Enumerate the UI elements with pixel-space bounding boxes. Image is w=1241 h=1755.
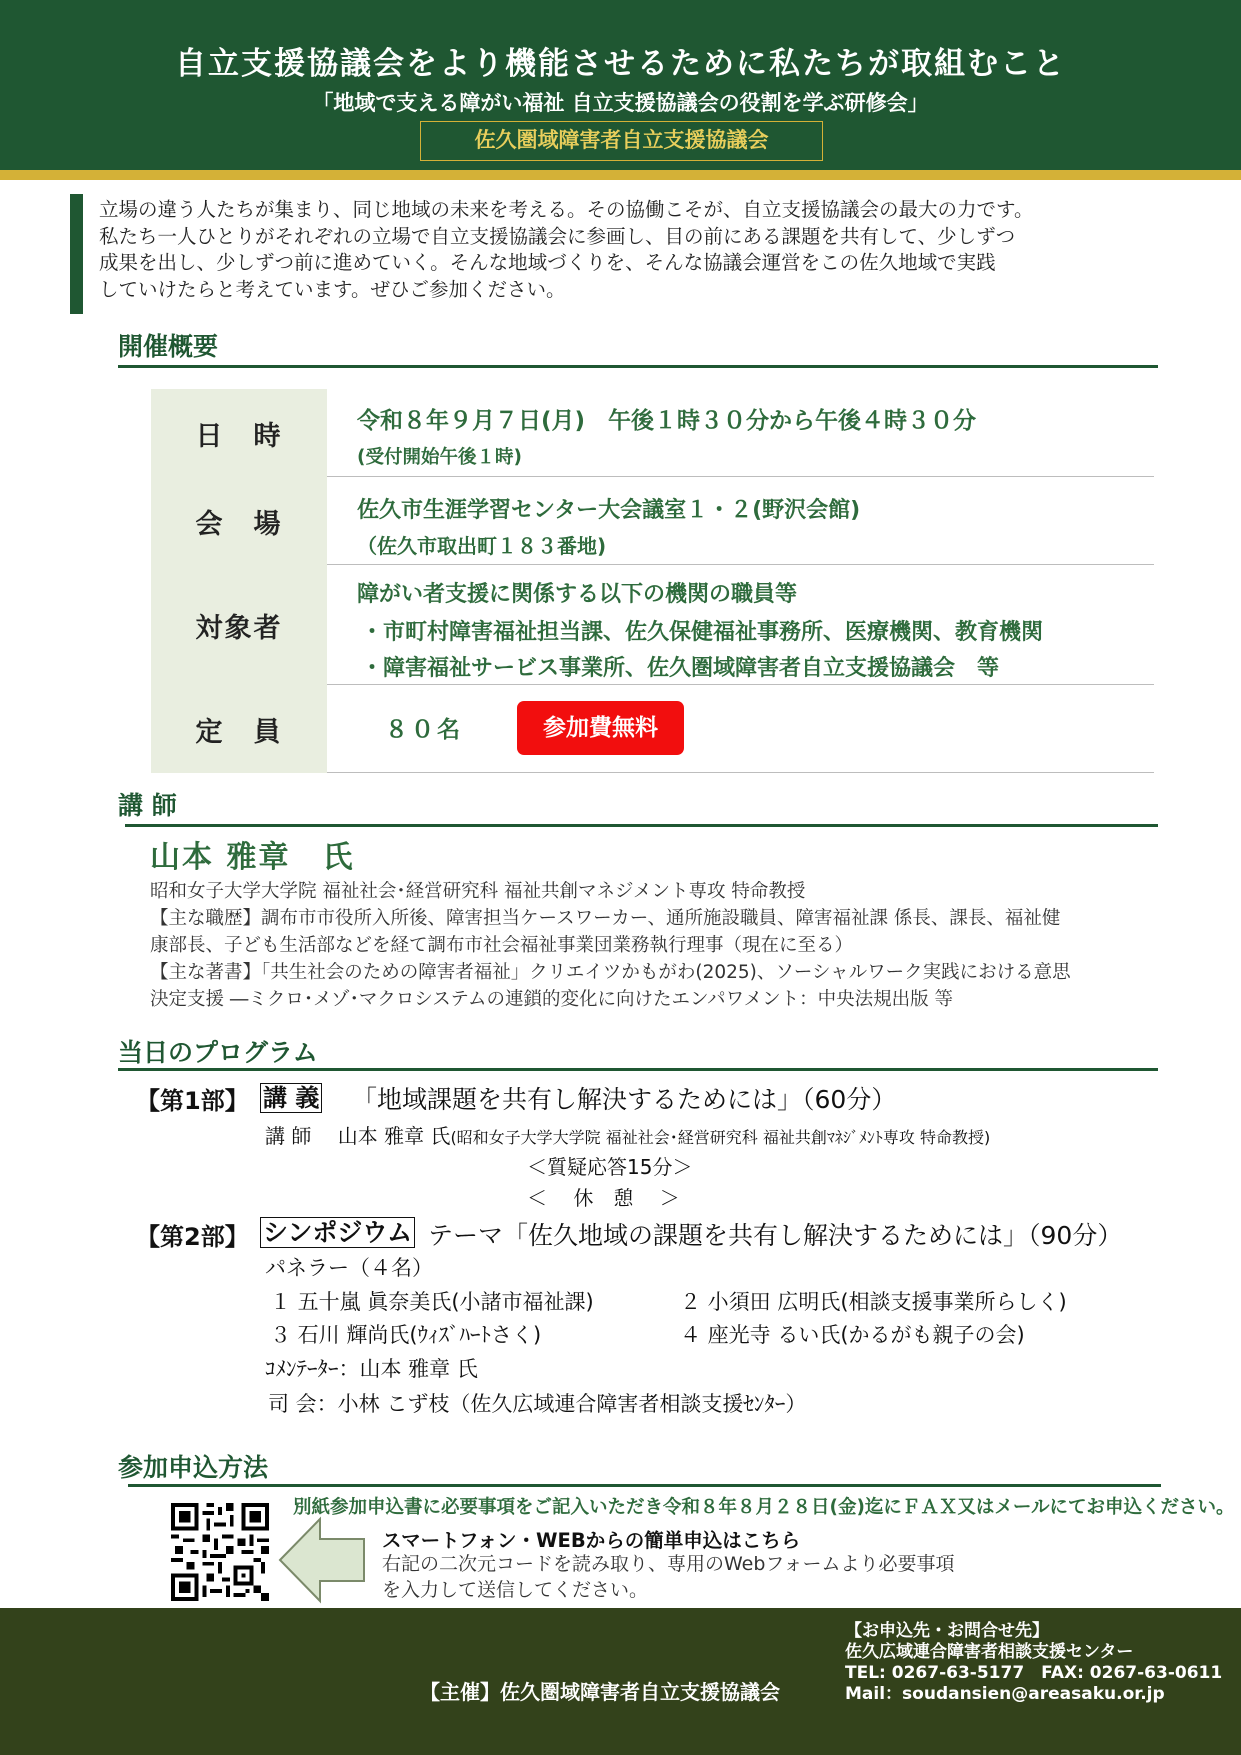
apply-rule <box>128 1484 1161 1487</box>
intro-line: 成果を出し、少しずつ前に進めていく。そんな地域づくりを、そんな協議会運営をこの佐久地域で実践 <box>99 251 996 274</box>
venue-note: （佐久市取出町１８３番地) <box>357 534 607 558</box>
contact-info <box>845 1621 1222 1705</box>
contact-org: 佐久広域連合障害者相談支援センター <box>845 1642 1134 1662</box>
lecturer-detail: 決定支援 ―ミクロ･メゾ･マクロシステムの連鎖的変化に向けたエンパワメント：中央法規出版 等 <box>150 989 954 1010</box>
part1-label: 【第1部】 <box>136 1087 249 1115</box>
intro-line: していけたらと考えています。ぜひご参加ください。 <box>99 277 566 301</box>
panelist: ３ 石川 輝尚氏(ｳｨｽﾞﾊｰﾄさく) <box>270 1323 542 1347</box>
part1-lecturer-affiliation: (昭和女子大学大学院 福祉社会･経営研究科 福祉共創ﾏﾈｼﾞﾒﾝﾄ専攻 特命教授) <box>450 1128 991 1147</box>
lecturer-detail: 康部長、子ども生活部などを経て調布市社会福祉事業団業務執行理事（現在に至る） <box>150 935 854 956</box>
part1-title: 「地域課題を共有し解決するためには」（60分） <box>352 1085 897 1114</box>
venue-label: 会 場 <box>151 477 327 565</box>
venue-value: 佐久市生涯学習センター大会議室１・２(野沢会館) <box>357 498 861 523</box>
qa-note: ＜質疑応答15分＞ <box>527 1155 693 1179</box>
contact-email[interactable]: Mail：soudansien@areasaku.or.jp <box>845 1684 1165 1704</box>
date-note: (受付開始午後１時) <box>357 447 522 468</box>
capacity-value: ８０名 <box>385 717 463 743</box>
intro-accent-bar <box>70 194 83 314</box>
target-line: ・市町村障害福祉担当課、佐久保健福祉事務所、医療機関、教育機関 <box>361 620 1044 645</box>
contact-title: 【お申込先・お問合せ先】 <box>845 1621 1049 1641</box>
part2-type-box: シンポジウム <box>260 1217 415 1248</box>
lecturer-rule <box>125 824 1158 827</box>
program-heading: 当日のプログラム <box>118 1038 318 1067</box>
row-divider <box>327 772 1154 774</box>
moderator: 司 会：小林 こず枝（佐久広域連合障害者相談支援ｾﾝﾀｰ） <box>268 1392 807 1416</box>
target-label: 対象者 <box>151 565 327 685</box>
target-line: 障がい者支援に関係する以下の機関の職員等 <box>357 582 798 607</box>
date-value: 令和８年９月７日(月) 午後１時３０分から午後４時３０分 <box>357 408 977 434</box>
intro-line: 私たち一人ひとりがそれぞれの立場で自立支援協議会に参画し、目の前にある課題を共有して、少しずつ <box>99 224 1016 248</box>
lecturer-detail: 【主な職歴】調布市市役所入所後、障害担当ケースワーカー、通所施設職員、障害福祉課 係長、課長、福祉健 <box>150 908 1061 929</box>
break-note: ＜ 休 憩 ＞ <box>527 1186 680 1210</box>
part1-lecturer <box>265 1120 990 1149</box>
lecturer-heading: 講 師 <box>118 791 177 820</box>
date-label: 日 時 <box>151 389 327 477</box>
lecturer-detail: 昭和女子大学大学院 福祉社会･経営研究科 福祉共創マネジメント専攻 特命教授 <box>150 881 806 902</box>
commentator: ｺﾒﾝﾃｰﾀｰ：山本 雅章 氏 <box>265 1357 478 1381</box>
overview-heading: 開催概要 <box>118 332 219 361</box>
organizer-box: 佐久圏域障害者自立支援協議会 <box>420 121 823 161</box>
overview-rule <box>118 365 1158 368</box>
program-rule <box>118 1068 1158 1071</box>
target-line: ・障害福祉サービス事業所、佐久圏域障害者自立支援協議会 等 <box>361 656 1000 681</box>
part2-title: テーマ「佐久地域の課題を共有し解決するためには」（90分） <box>428 1221 1123 1250</box>
intro-text <box>99 197 1189 303</box>
panelists-heading: パネラー（４名） <box>265 1256 433 1280</box>
part1-type-box: 講 義 <box>260 1083 322 1113</box>
arrow-left-icon <box>278 1515 366 1605</box>
panelist: １ 五十嵐 眞奈美氏(小諸市福祉課) <box>270 1290 594 1314</box>
page-subtitle: 「地域で支える障がい福祉 自立支援協議会の役割を学ぶ研修会」 <box>312 91 929 115</box>
capacity-label: 定 員 <box>151 685 327 773</box>
lecturer-name: 山本 雅章 氏 <box>150 840 355 875</box>
contact-phone: TEL: 0267-63-5177 FAX: 0267-63-0611 <box>845 1663 1223 1683</box>
web-apply-line: 右記の二次元コードを読み取り、専用のWebフォームより必要事項 <box>382 1553 955 1575</box>
web-apply-title: スマートフォン・WEBからの簡単申込はこちら <box>382 1529 801 1552</box>
page-title: 自立支援協議会をより機能させるために私たちが取組むこと <box>175 46 1066 82</box>
host-organizer: 【主催】佐久圏域障害者自立支援協議会 <box>420 1680 780 1704</box>
apply-heading: 参加申込方法 <box>118 1453 269 1482</box>
apply-instruction: 別紙参加申込書に必要事項をご記入いただき令和８年８月２８日(金)迄にＦＡＸ又はメールにてお申込ください。 <box>293 1497 1235 1518</box>
panelist: ４ 座光寺 るい氏(かるがも親子の会) <box>680 1323 1025 1347</box>
web-apply-text <box>382 1551 954 1603</box>
header-gold-stripe <box>0 170 1241 180</box>
part1-lecturer-name: 講 師 山本 雅章 氏 <box>265 1124 451 1148</box>
intro-line: 立場の違う人たちが集まり、同じ地域の未来を考える。その協働こそが、自立支援協議会の最大の力です。 <box>99 198 1034 221</box>
panelist: ２ 小須田 広明氏(相談支援事業所らしく) <box>680 1290 1067 1314</box>
web-apply-line: を入力して送信してください。 <box>382 1579 649 1601</box>
lecturer-detail: 【主な著書】「共生社会のための障害者福祉」クリエイツかもがわ(2025)、ソーシャルワーク実践における意思 <box>150 962 1071 983</box>
part2-label: 【第2部】 <box>136 1223 249 1251</box>
qr-code-icon[interactable] <box>171 1503 269 1601</box>
free-admission-badge: 参加費無料 <box>517 701 684 755</box>
